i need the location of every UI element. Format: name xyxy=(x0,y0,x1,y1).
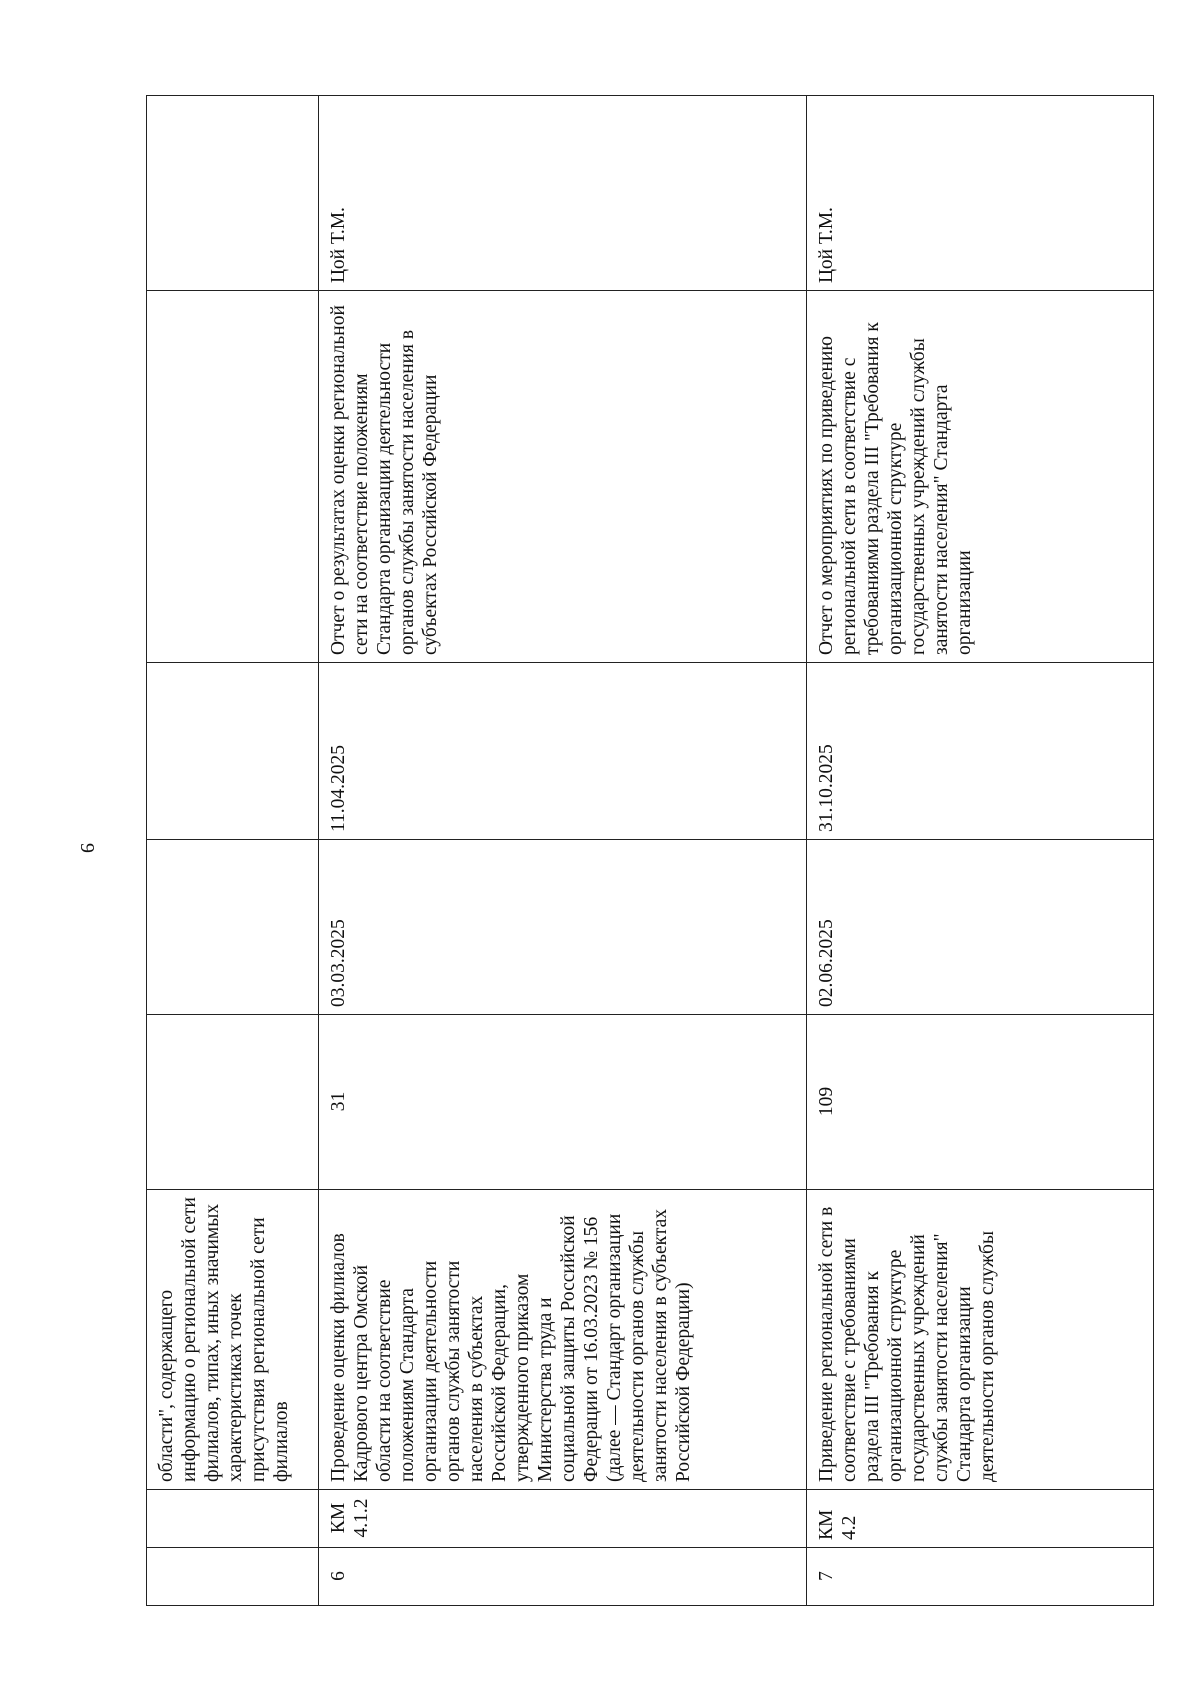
end-date: 31.10.2025 xyxy=(807,663,1154,840)
event-description: Проведение оценки филиалов Кадрового центра Омской области на соответствие положениям Стандарта организации деятельности органов службы занятости населения в субъектах Российской Федерации, утвержденного приказом Министерства труда и социальной защиты Российской Федерации от 16.03.2023 № 156 (далее — Стандарт организации деятельности органов службы занятости населения в субъектах Российской Федерации) xyxy=(319,1190,807,1490)
page-number: 9 xyxy=(76,843,98,853)
responsible-person: Цой Т.М. xyxy=(319,96,807,291)
control-point-code xyxy=(147,1490,319,1548)
result-document: Отчет о мероприятиях по приведению региональной сети в соответствие с требованиями раздела III "Требования к организационной структуре государственных учреждений службы занятости населения" Стандарта организации xyxy=(807,291,1154,663)
control-point-code: КМ 4.2 xyxy=(807,1490,1154,1548)
result-document: Отчет о результатах оценки региональной сети на соответствие положениям Стандарта организации деятельности органов службы занятости населения в субъектах Российской Федерации xyxy=(319,291,807,663)
value-cell: 31 xyxy=(319,1015,807,1190)
table-row xyxy=(807,96,1154,1606)
rotated-page-content xyxy=(146,96,1153,1606)
table-row xyxy=(147,96,319,1606)
start-date: 03.03.2025 xyxy=(319,840,807,1015)
responsible-person xyxy=(147,96,319,291)
row-number: 6 xyxy=(319,1548,807,1606)
end-date: 11.04.2025 xyxy=(319,663,807,840)
responsible-person: Цой Т.М. xyxy=(807,96,1154,291)
end-date xyxy=(147,663,319,840)
start-date xyxy=(147,840,319,1015)
value-cell: 109 xyxy=(807,1015,1154,1190)
event-description: области", содержащего информацию о региональной сети филиалов, типах, иных значимых характеристиках точек присутствия региональной сети филиалов xyxy=(147,1190,319,1490)
control-point-code: КМ 4.1.2 xyxy=(319,1490,807,1548)
table-row xyxy=(319,96,807,1606)
row-number xyxy=(147,1548,319,1606)
event-description: Приведение региональной сети в соответствие с требованиями раздела III "Требования к организационной структуре государственных учреждений службы занятости населения" Стандарта организации деятельности органов службы xyxy=(807,1190,1154,1490)
value-cell xyxy=(147,1015,319,1190)
start-date: 02.06.2025 xyxy=(807,840,1154,1015)
plan-table xyxy=(146,95,1154,1606)
row-number: 7 xyxy=(807,1548,1154,1606)
result-document xyxy=(147,291,319,663)
